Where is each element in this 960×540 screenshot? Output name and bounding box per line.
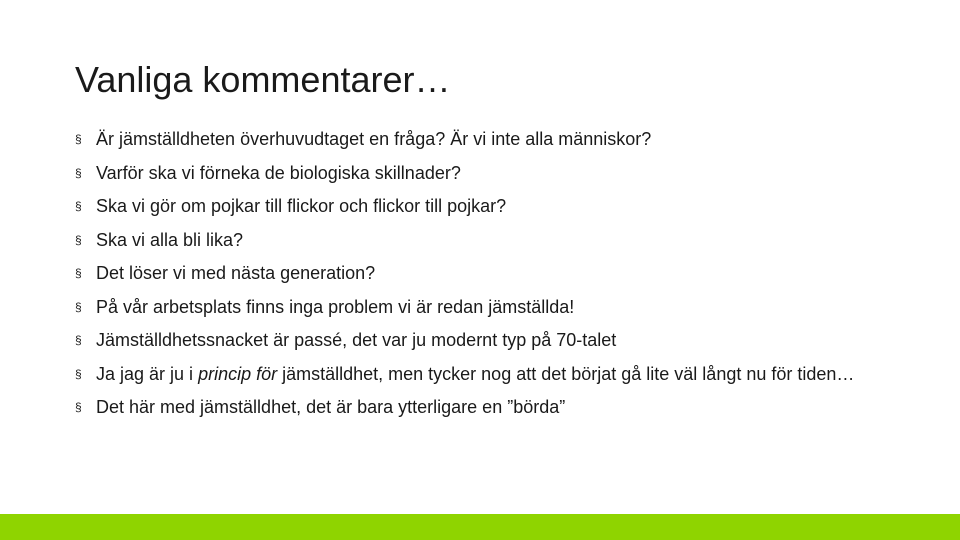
bullet-text: Ska vi alla bli lika? — [96, 229, 244, 250]
bullet-item — [75, 396, 895, 418]
bullet-text: Det löser vi med nästa generation? — [96, 263, 376, 283]
bullet-marker-icon: § — [75, 232, 82, 247]
bullet-text-part: jämställdhet, men tycker nog att det börjat gå lite väl långt nu för tiden… — [277, 363, 855, 384]
bullet-marker-icon: § — [75, 266, 82, 280]
bullet-text-emphasis: princip för — [198, 363, 278, 384]
bullet-text — [96, 364, 854, 384]
bullet-marker-icon: § — [75, 165, 82, 180]
bullet-item — [75, 296, 895, 318]
bullet-text: Det här med jämställdhet, det är bara ytterligare en ”börda” — [96, 397, 566, 417]
bullet-text: Ska vi gör om pojkar till flickor och flickor till pojkar? — [96, 196, 507, 216]
bullet-marker-icon: § — [75, 299, 82, 314]
bullet-text: Är jämställdheten överhuvudtaget en fråga? Är vi inte alla människor? — [96, 129, 652, 149]
bullet-item — [75, 195, 895, 217]
bullet-list — [75, 128, 895, 430]
bullet-item — [75, 329, 895, 351]
bullet-marker-icon: § — [75, 199, 82, 213]
bullet-item — [75, 262, 895, 284]
bullet-item — [75, 162, 895, 184]
bullet-item — [75, 229, 895, 251]
bullet-text: Jämställdhetssnacket är passé, det var ju modernt typ på 70-talet — [96, 330, 617, 350]
bullet-item — [75, 128, 895, 150]
bullet-text-part: Ja jag är ju i — [96, 363, 199, 384]
bullet-item — [75, 363, 895, 385]
bullet-marker-icon: § — [75, 400, 82, 414]
slide-title: Vanliga kommentarer… — [75, 59, 451, 100]
bullet-marker-icon: § — [75, 132, 82, 146]
accent-footer-bar — [0, 514, 960, 540]
bullet-text: Varför ska vi förneka de biologiska skillnader? — [96, 162, 461, 183]
bullet-marker-icon: § — [75, 333, 82, 347]
bullet-marker-icon: § — [75, 366, 82, 381]
bullet-text: På vår arbetsplats finns inga problem vi är redan jämställda! — [96, 296, 575, 317]
